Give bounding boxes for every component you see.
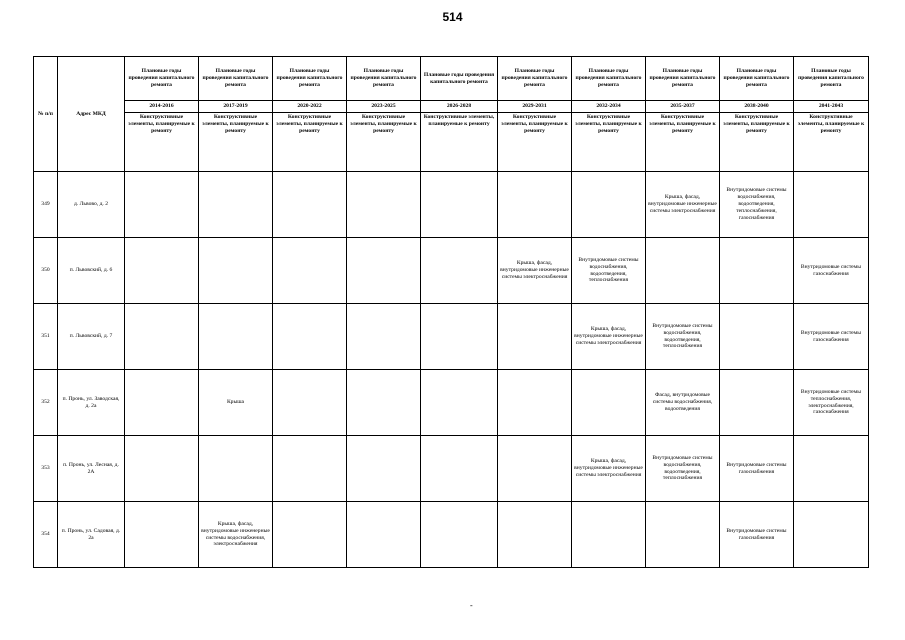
year-range-header: 2035-2037 bbox=[646, 101, 720, 113]
repair-cell bbox=[125, 172, 199, 238]
repair-cell bbox=[720, 238, 794, 304]
repair-cell bbox=[273, 436, 347, 502]
row-number: 351 bbox=[34, 304, 58, 370]
table-row bbox=[34, 502, 869, 568]
repair-cell bbox=[199, 436, 273, 502]
page-number: 514 bbox=[442, 10, 463, 24]
repair-cell bbox=[125, 304, 199, 370]
row-number: 352 bbox=[34, 370, 58, 436]
elements-header: Конструктивные элементы, планируемые к ремонту bbox=[498, 113, 572, 172]
repair-cell: Внутридомовые системы газоснабжения bbox=[794, 304, 869, 370]
column-header-address: Адрес МКД bbox=[58, 57, 125, 172]
repair-cell bbox=[794, 502, 869, 568]
repair-cell: Внутридомовые системы водоснабжения, водоотведения, теплоснабжения, газоснабжения bbox=[720, 172, 794, 238]
column-header-plan-years: Плановые годы проведения капитального ремонта bbox=[794, 57, 869, 101]
row-address: п. Пронь, ул. Садовая, д. 2а bbox=[58, 502, 125, 568]
year-range-header: 2029-2031 bbox=[498, 101, 572, 113]
elements-header: Конструктивные элементы, планируемые к ремонту bbox=[421, 113, 498, 172]
repair-cell bbox=[125, 502, 199, 568]
repair-cell bbox=[273, 502, 347, 568]
repair-cell: Внутридомовые системы водоснабжения, водоотведения, теплоснабжения bbox=[646, 436, 720, 502]
row-address: п. Львовский, д. 6 bbox=[58, 238, 125, 304]
elements-header: Конструктивные элементы, планируемые к ремонту bbox=[273, 113, 347, 172]
repair-cell bbox=[421, 370, 498, 436]
row-number: 349 bbox=[34, 172, 58, 238]
repair-cell bbox=[421, 436, 498, 502]
table-row bbox=[34, 370, 869, 436]
repair-cell bbox=[347, 304, 421, 370]
year-range-header: 2014-2016 bbox=[125, 101, 199, 113]
repair-cell bbox=[720, 370, 794, 436]
column-header-num: № п/п bbox=[34, 57, 58, 172]
repair-cell bbox=[794, 436, 869, 502]
elements-header: Конструктивные элементы, планируемые к ремонту bbox=[646, 113, 720, 172]
row-address: п. Львовский, д. 7 bbox=[58, 304, 125, 370]
capital-repair-plan-table bbox=[33, 56, 869, 568]
repair-cell: Крыша, фасад, внутридомовые инженерные системы электроснабжения bbox=[572, 436, 646, 502]
repair-cell bbox=[273, 304, 347, 370]
repair-cell bbox=[498, 172, 572, 238]
column-header-plan-years: Плановые годы проведения капитального ремонта bbox=[498, 57, 572, 101]
repair-cell bbox=[347, 502, 421, 568]
repair-cell bbox=[646, 502, 720, 568]
elements-header: Конструктивные элементы, планируемые к ремонту bbox=[720, 113, 794, 172]
repair-cell bbox=[347, 436, 421, 502]
column-header-plan-years: Плановые годы проведения капитального ремонта bbox=[347, 57, 421, 101]
row-number: 353 bbox=[34, 436, 58, 502]
elements-header: Конструктивные элементы, планируемые к ремонту bbox=[794, 113, 869, 172]
repair-cell bbox=[421, 304, 498, 370]
repair-cell bbox=[273, 370, 347, 436]
elements-header: Конструктивные элементы, планируемые к ремонту bbox=[125, 113, 199, 172]
repair-cell bbox=[794, 172, 869, 238]
year-range-header: 2038-2040 bbox=[720, 101, 794, 113]
repair-cell bbox=[347, 172, 421, 238]
row-address: п. Пронь, ул. Заводская, д. 2а bbox=[58, 370, 125, 436]
repair-cell bbox=[421, 172, 498, 238]
page-mark: - bbox=[470, 601, 473, 610]
repair-cell: Крыша, фасад, внутридомовые инженерные системы электроснабжения bbox=[572, 304, 646, 370]
repair-cell bbox=[572, 172, 646, 238]
repair-cell bbox=[125, 436, 199, 502]
column-header-plan-years: Плановые годы проведения капитального ремонта bbox=[421, 57, 498, 101]
repair-cell: Фасад, внутридомовые системы водоснабжения, водоотведения bbox=[646, 370, 720, 436]
column-header-plan-years: Плановые годы проведения капитального ремонта bbox=[720, 57, 794, 101]
repair-cell bbox=[421, 502, 498, 568]
column-header-plan-years: Плановые годы проведения капитального ремонта bbox=[199, 57, 273, 101]
repair-cell: Внутридомовые системы газоснабжения bbox=[720, 502, 794, 568]
year-range-header: 2017-2019 bbox=[199, 101, 273, 113]
repair-cell bbox=[498, 370, 572, 436]
column-header-plan-years: Плановые годы проведения капитального ремонта bbox=[646, 57, 720, 101]
table-row bbox=[34, 304, 869, 370]
repair-cell: Крыша, фасад, внутридомовые инженерные системы электроснабжения bbox=[498, 238, 572, 304]
row-number: 350 bbox=[34, 238, 58, 304]
table-row bbox=[34, 238, 869, 304]
row-address: п. Пронь, ул. Лесная, д. 2А bbox=[58, 436, 125, 502]
repair-cell bbox=[572, 502, 646, 568]
row-number: 354 bbox=[34, 502, 58, 568]
column-header-plan-years: Плановые годы проведения капитального ремонта bbox=[572, 57, 646, 101]
repair-cell bbox=[347, 370, 421, 436]
repair-cell bbox=[720, 304, 794, 370]
repair-cell: Крыша, фасад, внутридомовые инженерные системы водоснабжения, электроснабжения bbox=[199, 502, 273, 568]
repair-cell bbox=[421, 238, 498, 304]
repair-cell: Внутридомовые системы водоснабжения, водоотведения, теплоснабжения bbox=[572, 238, 646, 304]
table-row bbox=[34, 436, 869, 502]
repair-cell bbox=[498, 304, 572, 370]
repair-cell: Крыша bbox=[199, 370, 273, 436]
column-header-plan-years: Плановые годы проведения капитального ремонта bbox=[125, 57, 199, 101]
repair-cell: Внутридомовые системы водоснабжения, водоотведения, теплоснабжения bbox=[646, 304, 720, 370]
table-row bbox=[34, 172, 869, 238]
year-range-header: 2032-2034 bbox=[572, 101, 646, 113]
year-range-header: 2023-2025 bbox=[347, 101, 421, 113]
year-range-header: 2041-2043 bbox=[794, 101, 869, 113]
repair-cell bbox=[273, 172, 347, 238]
repair-cell bbox=[498, 502, 572, 568]
repair-cell bbox=[125, 370, 199, 436]
year-range-header: 2026-2028 bbox=[421, 101, 498, 113]
repair-cell bbox=[347, 238, 421, 304]
repair-cell bbox=[498, 436, 572, 502]
row-address: д. Львово, д. 2 bbox=[58, 172, 125, 238]
repair-cell bbox=[572, 370, 646, 436]
repair-cell bbox=[199, 238, 273, 304]
repair-cell bbox=[273, 238, 347, 304]
repair-cell bbox=[646, 238, 720, 304]
repair-cell bbox=[199, 304, 273, 370]
repair-cell: Внутридомовые системы газоснабжения bbox=[720, 436, 794, 502]
repair-cell: Крыша, фасад, внутридомовые инженерные системы электроснабжения bbox=[646, 172, 720, 238]
elements-header: Конструктивные элементы, планируемые к ремонту bbox=[347, 113, 421, 172]
elements-header: Конструктивные элементы, планируемые к ремонту bbox=[199, 113, 273, 172]
repair-cell: Внутридомовые системы газоснабжения bbox=[794, 238, 869, 304]
elements-header: Конструктивные элементы, планируемые к ремонту bbox=[572, 113, 646, 172]
repair-cell: Внутридомовые системы теплоснабжения, электроснабжения, газоснабжения bbox=[794, 370, 869, 436]
repair-cell bbox=[125, 238, 199, 304]
column-header-plan-years: Плановые годы проведения капитального ремонта bbox=[273, 57, 347, 101]
repair-cell bbox=[199, 172, 273, 238]
year-range-header: 2020-2022 bbox=[273, 101, 347, 113]
